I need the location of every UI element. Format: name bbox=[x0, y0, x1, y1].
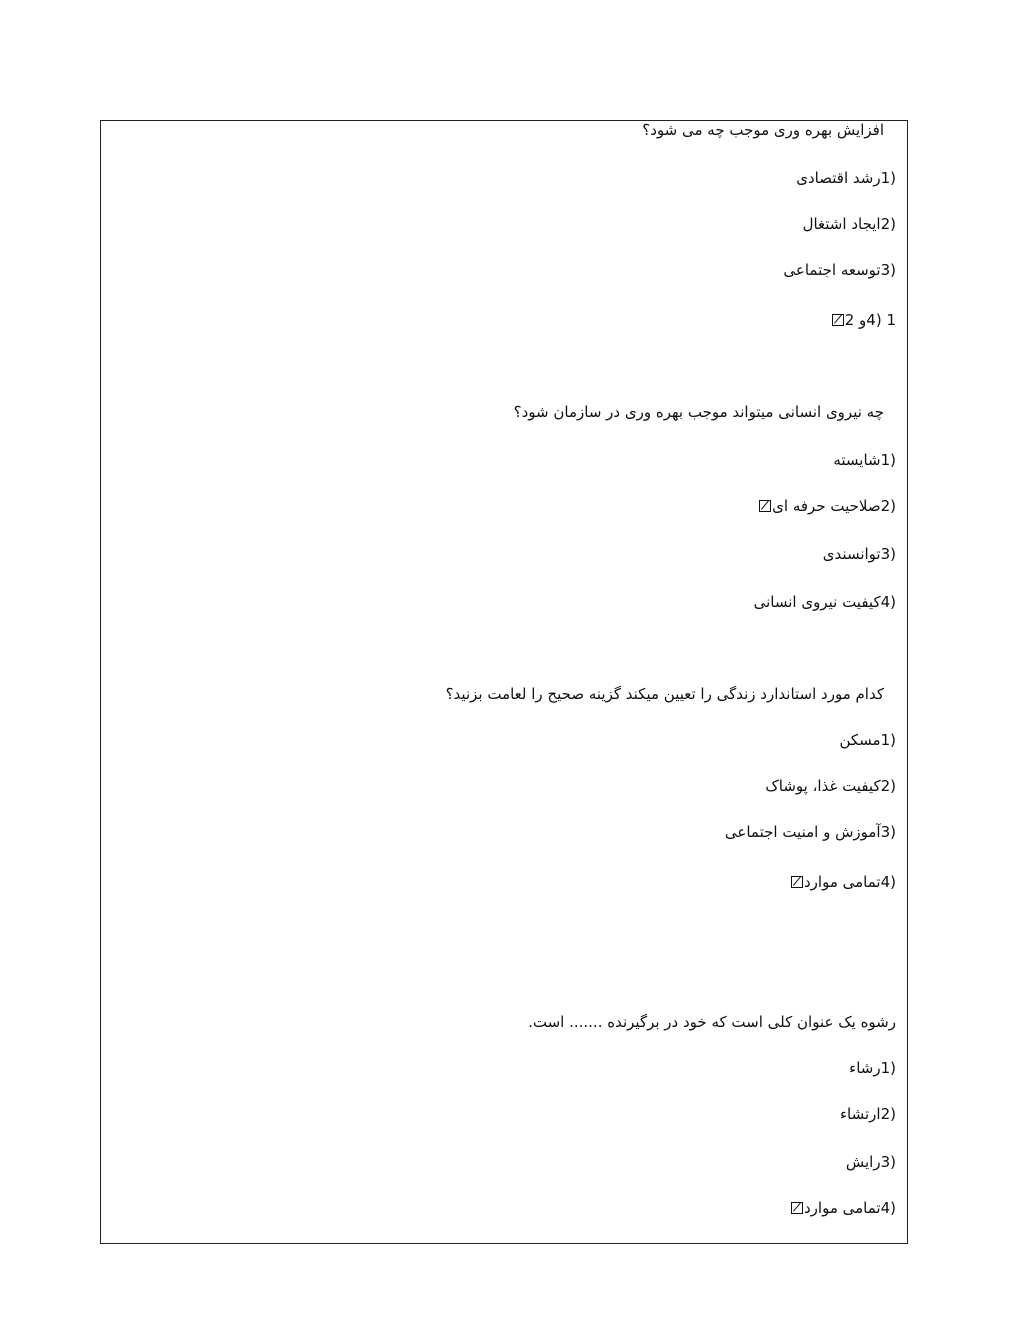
question-1-option-1[interactable]: (1رشد اقتصادی bbox=[796, 169, 896, 187]
option-label: (2صلاحیت حرفه ای bbox=[772, 497, 896, 515]
check-icon bbox=[832, 314, 844, 326]
question-3-option-4[interactable] bbox=[790, 872, 896, 892]
question-1-option-3[interactable]: (3توسعه اجتماعی bbox=[783, 261, 896, 279]
question-3-option-1[interactable]: (1مسکن bbox=[839, 731, 896, 749]
question-4-text: رشوه یک عنوان کلی است که خود در برگیرنده ....... است. bbox=[528, 1013, 896, 1031]
question-1-option-2[interactable]: (2ایجاد اشتغال bbox=[802, 215, 896, 233]
question-2-option-4[interactable]: (4کیفیت نیروی انسانی bbox=[753, 593, 896, 611]
check-icon bbox=[759, 500, 771, 512]
page-frame bbox=[100, 120, 908, 1244]
question-4-option-1[interactable]: (1رشاء bbox=[849, 1059, 896, 1077]
option-label: (4تمامی موارد bbox=[803, 1199, 896, 1217]
question-4-option-2[interactable]: (2ارتشاء bbox=[840, 1105, 896, 1123]
question-2-option-3[interactable]: (3توانسندی bbox=[822, 545, 896, 563]
question-3-text: کدام مورد استاندارد زندگی را تعیین میکند گزینه صحیح را لعامت بزنید؟ bbox=[445, 685, 884, 703]
question-1-option-4[interactable] bbox=[831, 310, 896, 330]
question-2-option-2[interactable] bbox=[758, 496, 896, 516]
question-3-option-2[interactable]: (2کیفیت غذا، پوشاک bbox=[765, 777, 896, 795]
question-3-option-3[interactable]: (3آموزش و امنیت اجتماعی bbox=[724, 823, 896, 841]
check-icon bbox=[791, 1202, 803, 1214]
question-2-option-1[interactable]: (1شایسته bbox=[833, 451, 896, 469]
question-4-option-3[interactable]: (3رایش bbox=[845, 1153, 896, 1171]
option-label: 1 (4و 2 bbox=[844, 311, 896, 329]
option-label: (4تمامی موارد bbox=[803, 873, 896, 891]
question-4-option-4[interactable] bbox=[790, 1198, 896, 1218]
question-2-text: چه نیروی انسانی میتواند موجب بهره وری در سازمان شود؟ bbox=[513, 403, 884, 421]
question-1-text: افزایش بهره وری موجب چه می شود؟ bbox=[642, 121, 884, 139]
check-icon bbox=[791, 876, 803, 888]
